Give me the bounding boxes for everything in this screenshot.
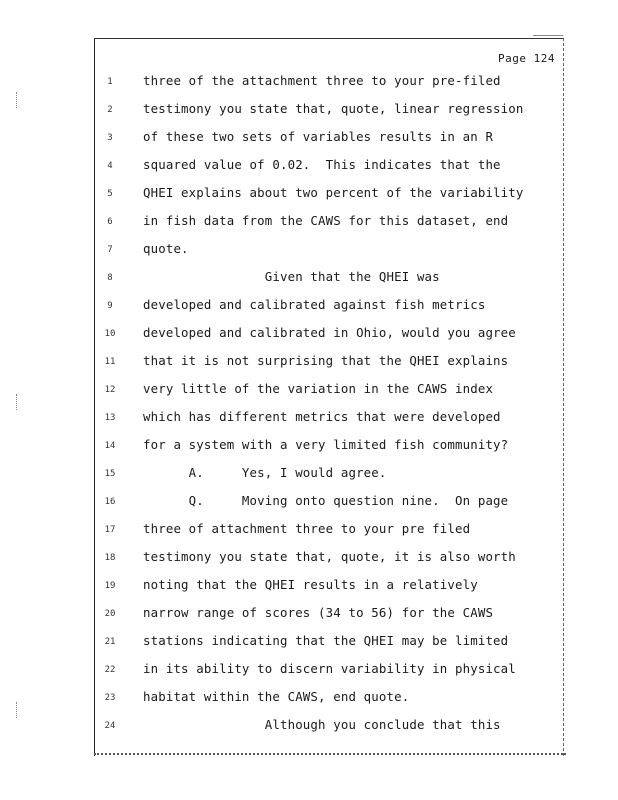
line-number: 22 bbox=[104, 665, 116, 675]
transcript-line bbox=[95, 241, 563, 261]
line-text: developed and calibrated in Ohio, would you agree bbox=[143, 325, 516, 340]
line-number: 19 bbox=[104, 581, 116, 591]
line-text: in its ability to discern variability in physical bbox=[143, 661, 516, 676]
transcript-line bbox=[95, 213, 563, 233]
line-text: stations indicating that the QHEI may be limited bbox=[143, 633, 509, 648]
line-number: 9 bbox=[107, 301, 113, 311]
transcript-line bbox=[95, 717, 563, 737]
transcript-line bbox=[95, 689, 563, 709]
line-number: 11 bbox=[104, 357, 116, 367]
transcript-line bbox=[95, 129, 563, 149]
corner-mark bbox=[533, 35, 563, 42]
transcript-line bbox=[95, 325, 563, 345]
transcript-line bbox=[95, 437, 563, 457]
transcript-line bbox=[95, 409, 563, 429]
line-number: 4 bbox=[107, 161, 113, 171]
line-number: 24 bbox=[104, 721, 116, 731]
line-number: 2 bbox=[107, 105, 113, 115]
transcript-line bbox=[95, 269, 563, 289]
punch-hole-mark bbox=[16, 92, 23, 108]
transcript-line bbox=[95, 633, 563, 653]
transcript-line bbox=[95, 185, 563, 205]
transcript-line bbox=[95, 549, 563, 569]
line-number: 15 bbox=[104, 469, 116, 479]
line-text: Q. Moving onto question nine. On page bbox=[143, 493, 509, 508]
line-number: 8 bbox=[107, 273, 113, 283]
line-text: in fish data from the CAWS for this dataset, end bbox=[143, 213, 509, 228]
line-text: developed and calibrated against fish metrics bbox=[143, 297, 486, 312]
line-text: for a system with a very limited fish community? bbox=[143, 437, 509, 452]
punch-hole-mark bbox=[16, 702, 23, 718]
transcript-line bbox=[95, 661, 563, 681]
line-text: noting that the QHEI results in a relatively bbox=[143, 577, 478, 592]
line-text: Given that the QHEI was bbox=[143, 269, 440, 284]
line-text: of these two sets of variables results in an R bbox=[143, 129, 494, 144]
transcript-line bbox=[95, 381, 563, 401]
transcript-line bbox=[95, 157, 563, 177]
line-text: QHEI explains about two percent of the variability bbox=[143, 185, 524, 200]
line-number: 18 bbox=[104, 553, 116, 563]
transcript-page bbox=[94, 38, 564, 756]
transcript-line bbox=[95, 465, 563, 485]
line-text: squared value of 0.02. This indicates that the bbox=[143, 157, 501, 172]
line-text: very little of the variation in the CAWS index bbox=[143, 381, 494, 396]
line-text: quote. bbox=[143, 241, 189, 256]
transcript-line bbox=[95, 493, 563, 513]
transcript-line bbox=[95, 73, 563, 93]
line-number: 7 bbox=[107, 245, 113, 255]
line-number: 13 bbox=[104, 413, 116, 423]
line-text: which has different metrics that were developed bbox=[143, 409, 501, 424]
line-text: that it is not surprising that the QHEI explains bbox=[143, 353, 509, 368]
line-text: habitat within the CAWS, end quote. bbox=[143, 689, 410, 704]
transcript-line bbox=[95, 101, 563, 121]
transcript-line bbox=[95, 297, 563, 317]
transcript-line bbox=[95, 353, 563, 373]
line-text: testimony you state that, quote, it is also worth bbox=[143, 549, 516, 564]
line-text: testimony you state that, quote, linear regression bbox=[143, 101, 524, 116]
line-number: 23 bbox=[104, 693, 116, 703]
line-text: three of the attachment three to your pre-filed bbox=[143, 73, 501, 88]
line-number: 17 bbox=[104, 525, 116, 535]
transcript-line bbox=[95, 521, 563, 541]
line-text: three of attachment three to your pre filed bbox=[143, 521, 471, 536]
line-number: 16 bbox=[104, 497, 116, 507]
bottom-rule bbox=[94, 753, 566, 755]
transcript-line bbox=[95, 577, 563, 597]
transcript-line bbox=[95, 605, 563, 625]
line-text: narrow range of scores (34 to 56) for the CAWS bbox=[143, 605, 494, 620]
line-number: 1 bbox=[107, 77, 113, 87]
line-number: 5 bbox=[107, 189, 113, 199]
line-number: 6 bbox=[107, 217, 113, 227]
page-number: Page 124 bbox=[498, 52, 555, 65]
line-number: 14 bbox=[104, 441, 116, 451]
line-number: 20 bbox=[104, 609, 116, 619]
line-number: 21 bbox=[104, 637, 116, 647]
line-text: Although you conclude that this bbox=[143, 717, 501, 732]
line-number: 3 bbox=[107, 133, 113, 143]
punch-hole-mark bbox=[16, 394, 23, 410]
line-number: 10 bbox=[104, 329, 116, 339]
line-text: A. Yes, I would agree. bbox=[143, 465, 387, 480]
line-number: 12 bbox=[104, 385, 116, 395]
